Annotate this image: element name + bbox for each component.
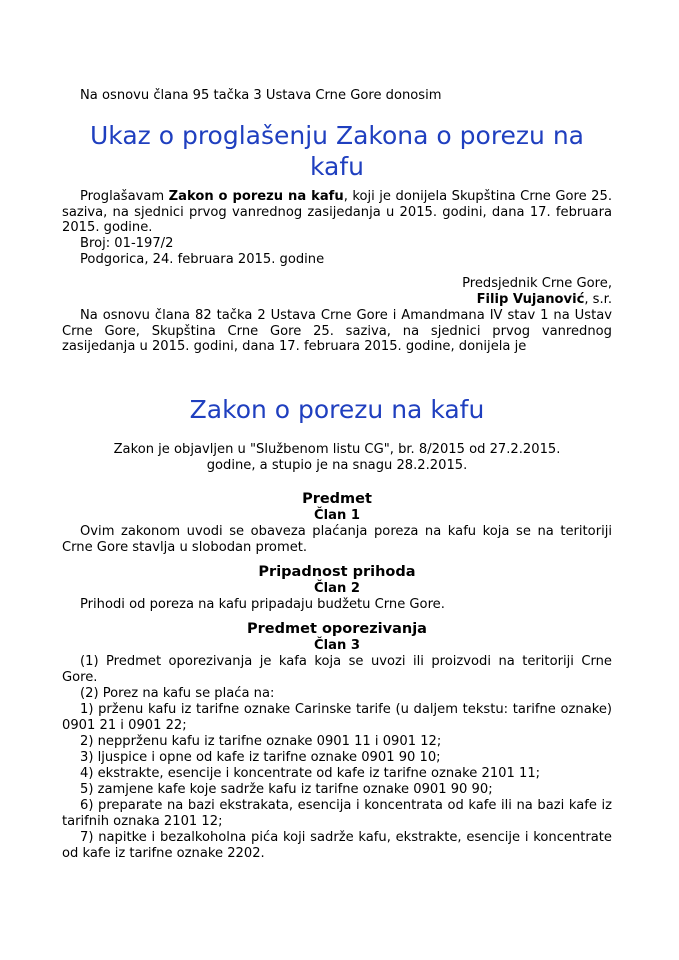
clan-3: Član 3 <box>314 638 360 653</box>
signature-role: Predsjednik Crne Gore, <box>462 276 612 291</box>
list-item: 3) ljuspice i opne od kafe iz tarifne oznake 0901 90 10; <box>80 750 441 765</box>
signature-name: Filip Vujanović, s.r. <box>476 292 612 307</box>
clan-1: Član 1 <box>314 508 360 523</box>
published-line-2: godine, a stupio je na snagu 28.2.2015. <box>206 458 468 473</box>
law-title: Zakon o porezu na kafu <box>189 395 485 424</box>
basis-paragraph: Na osnovu člana 82 tačka 2 Ustava Crne Gore i Amandmana IV stav 1 na Ustav Crne Gore, Skupština Crne Gore 25. saziva, na sjednici prvog vanrednog zasijedanja u 2015. godini, dana 17. februara 2015. godine, donijela je <box>62 308 612 355</box>
place-date-line: Podgorica, 24. februara 2015. godine <box>80 252 325 267</box>
section-heading-predmet-oporezivanja: Predmet oporezivanja <box>247 621 427 637</box>
clan-1-text: Ovim zakonom uvodi se obaveza plaćanja poreza na kafu koja se na teritoriji Crne Gore stavlja u slobodan promet. <box>62 524 612 555</box>
clan-3-paragraph-1: (1) Predmet oporezivanja je kafa koja se uvozi ili proizvodi na teritoriji Crne Gore. <box>62 654 612 685</box>
section-heading-predmet: Predmet <box>302 491 372 507</box>
list-item: 6) preparate na bazi ekstrakata, esencija i koncentrata od kafe ili na bazi kafe iz tarifnih oznaka 2101 12; <box>62 798 612 829</box>
published-line-1: Zakon je objavljen u "Službenom listu CG", br. 8/2015 od 27.2.2015. <box>113 442 561 457</box>
section-heading-pripadnost: Pripadnost prihoda <box>258 564 416 580</box>
ukaz-title: Ukaz o proglašenju Zakona o porezu na kafu <box>89 121 585 181</box>
list-item: 4) ekstrakte, esencije i koncentrate od kafe iz tarifne oznake 2101 11; <box>80 766 541 781</box>
list-item: 5) zamjene kafe koje sadrže kafu iz tarifne oznake 0901 90 90; <box>80 782 493 797</box>
intro-text: Na osnovu člana 95 tačka 3 Ustava Crne Gore donosim <box>80 88 442 103</box>
broj-line: Broj: 01-197/2 <box>80 236 174 251</box>
clan-2: Član 2 <box>314 581 360 596</box>
list-item: 7) napitke i bezalkoholna pića koji sadrže kafu, ekstrakte, esencije i koncentrate od kafe iz tarifne oznake 2202. <box>62 830 612 861</box>
list-item: 2) nepprženu kafu iz tarifne oznake 0901 11 i 0901 12; <box>80 734 442 749</box>
law-name-bold: Zakon o porezu na kafu <box>168 189 344 204</box>
clan-3-paragraph-2: (2) Porez na kafu se plaća na: <box>80 686 275 701</box>
proclamation-paragraph: Proglašavam Zakon o porezu na kafu, koji je donijela Skupština Crne Gore 25. saziva, na sjednici prvog vanrednog zasijedanja u 2015. godini, dana 17. februara 2015. godine. <box>62 189 613 236</box>
list-item: 1) prženu kafu iz tarifne oznake Carinske tarife (u daljem tekstu: tarifne oznake) 0901 21 i 0901 22; <box>62 702 612 733</box>
clan-2-text: Prihodi od poreza na kafu pripadaju budžetu Crne Gore. <box>80 597 445 612</box>
